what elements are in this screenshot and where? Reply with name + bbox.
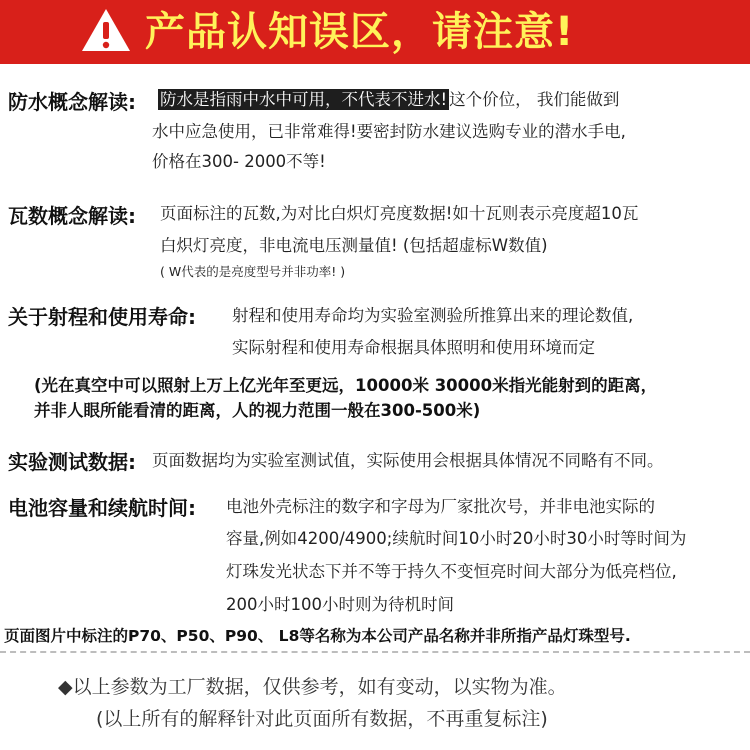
waterproof-label: 防水概念解读: bbox=[8, 90, 136, 114]
battery-line1: 电池外壳标注的数字和字母为厂家批次号，并非电池实际的 bbox=[226, 497, 655, 516]
range-life-label: 关于射程和使用寿命: bbox=[8, 305, 196, 329]
battery-line3: 灯珠发光状态下并不等于持久不变恒亮时间大部分为低亮档位, bbox=[226, 562, 677, 581]
range-life-bold1: (光在真空中可以照射上万上亿光年至更远，10000米 30000米指光能射到的距离， bbox=[34, 376, 658, 395]
dashed-divider bbox=[0, 651, 750, 653]
test-data-line1: 页面数据均为实验室测试值，实际使用会根据具体情况不同略有不同。 bbox=[152, 451, 664, 470]
wattage-label: 瓦数概念解读: bbox=[8, 204, 136, 228]
test-data-label: 实验测试数据: bbox=[8, 450, 136, 474]
waterproof-line1-rest: 这个价位， 我们能做到 bbox=[449, 90, 620, 109]
waterproof-highlight: 防水是指雨中水中可用，不代表不进水! bbox=[160, 90, 448, 109]
footer-line1: ◆以上参数为工厂数据，仅供参考，如有变动，以实物为准。 bbox=[58, 676, 567, 698]
battery-label: 电池容量和续航时间: bbox=[8, 496, 196, 520]
battery-line2: 容量,例如4200/4900;续航时间10小时20小时30小时等时间为 bbox=[226, 529, 687, 548]
battery-line4: 200小时100小时则为待机时间 bbox=[226, 595, 454, 614]
wattage-line2: 白炽灯亮度，非电流电压测量值! (包括超虚标W数值) bbox=[160, 236, 548, 255]
model-note: 页面图片中标注的P70、P50、P90、 L8等名称为本公司产品名称并非所指产品灯珠型号. bbox=[4, 627, 631, 645]
warning-banner bbox=[0, 0, 750, 64]
range-life-line2: 实际射程和使用寿命根据具体照明和使用环境而定 bbox=[232, 338, 595, 357]
range-life-line1: 射程和使用寿命均为实验室测验所推算出来的理论数值, bbox=[232, 306, 634, 325]
range-life-bold2: 并非人眼所能看清的距离，人的视力范围一般在300-500米) bbox=[34, 401, 481, 420]
banner-title: 产品认知误区，请注意! bbox=[145, 9, 575, 55]
waterproof-line1 bbox=[158, 86, 619, 110]
waterproof-line3: 价格在300- 2000不等! bbox=[152, 152, 326, 171]
warning-triangle-icon bbox=[80, 6, 132, 54]
wattage-note: ( W代表的是亮度型号并非功率! ) bbox=[160, 264, 346, 279]
footer-line2: (以上所有的解释针对此页面所有数据，不再重复标注) bbox=[96, 708, 548, 730]
waterproof-line2: 水中应急使用，已非常难得!要密封防水建议选购专业的潜水手电, bbox=[152, 122, 626, 141]
wattage-line1: 页面标注的瓦数,为对比白炽灯亮度数据!如十瓦则表示亮度超10瓦 bbox=[160, 204, 639, 223]
